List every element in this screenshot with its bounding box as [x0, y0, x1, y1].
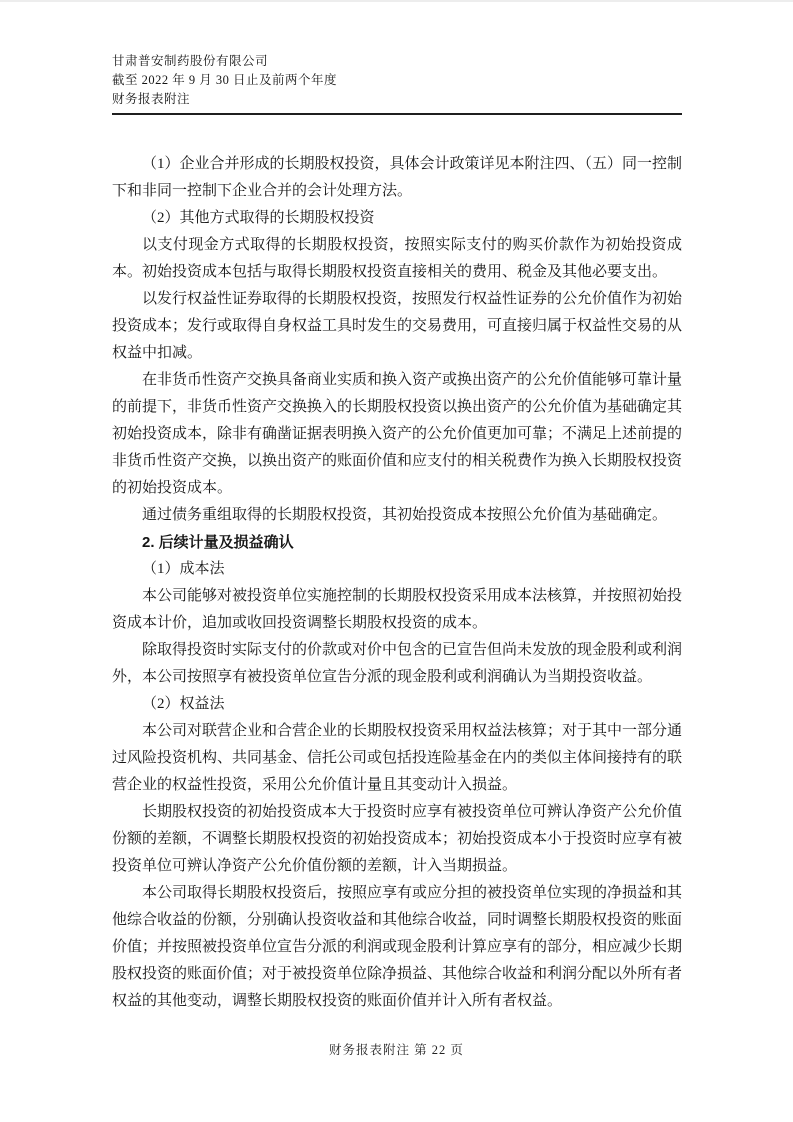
- paragraph-cost-method-dividends: 除取得投资时实际支付的价款或对价中包含的已宣告但尚未发放的现金股利或利润外，本公司按照享有被投资单位宣告分派的现金股利或利润确认为当期投资收益。: [112, 642, 683, 685]
- paragraph-equity-method-initial-cost: 长期股权投资的初始投资成本大于投资时应享有被投资单位可辨认净资产公允价值份额的差额，不调整长期股权投资的初始投资成本；初始投资成本小于投资时应享有被投资单位可辨认净资产公允价值份额的差额，计入当期损益。: [112, 804, 683, 874]
- paragraph-debt-restructuring: 通过债务重组取得的长期股权投资，其初始投资成本按照公允价值为基础确定。: [142, 507, 668, 523]
- paragraph-equity-securities: 以发行权益性证券取得的长期股权投资，按照发行权益性证券的公允价值作为初始投资成本；发行或取得自身权益工具时发生的交易费用，可直接归属于权益性交易的从权益中扣减。: [112, 291, 683, 361]
- paragraph-cost-method-accounting: 本公司能够对被投资单位实施控制的长期股权投资采用成本法核算，并按照初始投资成本计价，追加或收回投资调整长期股权投资的成本。: [112, 588, 683, 631]
- paragraph-equity-method-title: （2）权益法: [142, 696, 225, 712]
- header-divider: [112, 113, 682, 115]
- header-doc-title: 财务报表附注: [112, 92, 191, 106]
- paragraph-cash-payment: 以支付现金方式取得的长期股权投资，按照实际支付的购买价款作为初始投资成本。初始投资成本包括与取得长期股权投资直接相关的费用、税金及其他必要支出。: [112, 237, 682, 280]
- paragraph-nonmonetary-exchange: 在非货币性资产交换具备商业实质和换入资产或换出资产的公允价值能够可靠计量的前提下，非货币性资产交换换入的长期股权投资以换出资产的公允价值为基础确定其初始投资成本，除非有确凿证据表明换入资产的公允价值更加可靠；不满足上述前提的非货币性资产交换，以换出资产的账面价值和应支付的相关税费作为换入长期股权投资的初始投资成本。: [112, 372, 683, 496]
- page-content: [112, 52, 682, 1015]
- paragraph-cost-method-title: （1）成本法: [142, 561, 225, 577]
- paragraph-equity-method-subsequent: 本公司取得长期股权投资后，按照应享有或应分担的被投资单位实现的净损益和其他综合收益的份额，分别确认投资收益和其他综合收益，同时调整长期股权投资的账面价值；并按照被投资单位宣告分派的利润或现金股利计算应享有的部分，相应减少长期股权投资的账面价值；对于被投资单位除净损益、其他综合收益和利润分配以外所有者权益的其他变动，调整长期股权投资的账面价值并计入所有者权益。: [112, 885, 683, 1009]
- page-header: [112, 52, 682, 115]
- header-reporting-period: 截至 2022 年 9 月 30 日止及前两个年度: [112, 73, 338, 87]
- paragraph-merger-formed: （1）企业合并形成的长期股权投资，具体会计政策详见本附注四、（五）同一控制下和非同一控制下企业合并的会计处理方法。: [112, 156, 683, 199]
- page-footer: [0, 1042, 793, 1058]
- document-body: [112, 151, 682, 1015]
- paragraph-equity-method-scope: 本公司对联营企业和合营企业的长期股权投资采用权益法核算；对于其中一部分通过风险投资机构、共同基金、信托公司或包括投连险基金在内的类似主体间接持有的联营企业的权益性投资，采用公允价值计量且其变动计入损益。: [112, 723, 683, 793]
- footer-page-label: 财务报表附注 第 22 页: [329, 1043, 464, 1057]
- header-company-name: 甘肃普安制药股份有限公司: [112, 54, 269, 68]
- paragraph-other-methods-title: （2）其他方式取得的长期股权投资: [142, 210, 375, 226]
- heading-subsequent-measurement: 2. 后续计量及损益确认: [142, 534, 294, 551]
